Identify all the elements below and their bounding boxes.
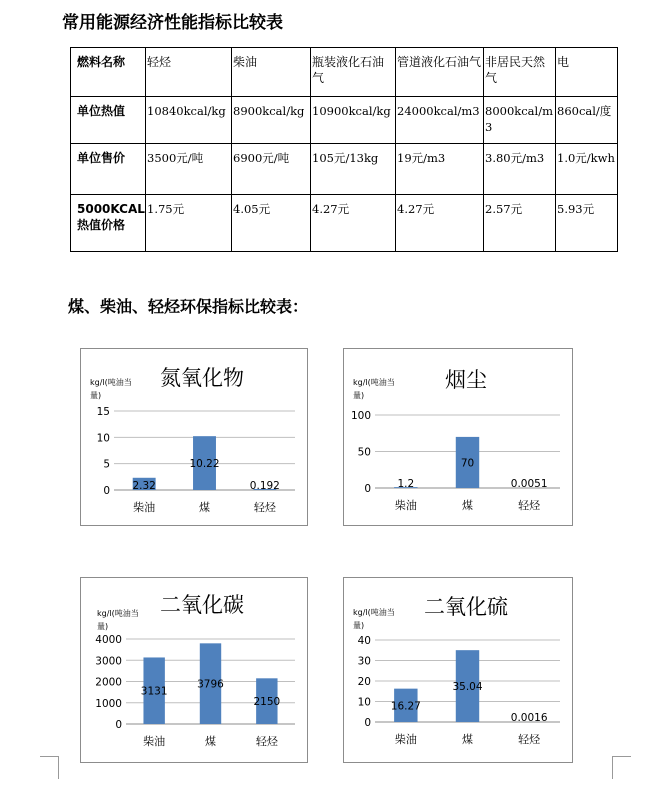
table-cell: 4.05元: [232, 195, 311, 252]
table-row: [71, 97, 618, 144]
chart-title: 二氧化硫: [424, 595, 508, 619]
y-axis-label: kg/l(吨油当: [97, 609, 139, 618]
data-label: 0.192: [249, 480, 280, 492]
y-tick-label: 20: [357, 676, 371, 688]
chart-svg: [81, 578, 307, 762]
table-cell: 8000kcal/m3: [484, 97, 556, 144]
energy-comparison-table: [70, 47, 618, 252]
y-tick-label: 0: [364, 717, 371, 729]
table-cell: 6900元/吨: [232, 144, 311, 195]
chart-svg: [81, 349, 307, 525]
table-row: [71, 195, 618, 252]
table-cell: 5.93元: [556, 195, 618, 252]
table-row: [71, 48, 618, 97]
page-corner-mark: [612, 756, 631, 779]
data-label: 70: [460, 457, 475, 470]
chart-svg: [344, 578, 572, 762]
table-cell: 4.27元: [311, 195, 396, 252]
y-tick-label: 100: [350, 410, 371, 422]
chart-nitrogen-oxides: [80, 348, 308, 526]
table-cell: 3500元/吨: [146, 144, 232, 195]
y-axis-label: kg/l(吨油当: [90, 378, 132, 387]
x-tick-label: 柴油: [394, 733, 417, 746]
y-axis-label: kg/l(吨油当: [353, 608, 395, 617]
table-cell: 10840kcal/kg: [146, 97, 232, 144]
data-label: 2.32: [132, 480, 156, 492]
data-label: 35.04: [452, 681, 483, 694]
table-cell: 轻烃: [146, 48, 232, 97]
x-tick-label: 煤: [199, 501, 210, 514]
table-cell: 1.75元: [146, 195, 232, 252]
chart-title: 氮氧化物: [160, 366, 244, 390]
table-cell: 19元/m3: [396, 144, 484, 195]
page-corner-mark: [40, 756, 59, 779]
chart-dust: [343, 348, 573, 526]
table-cell: 105元/13kg: [311, 144, 396, 195]
x-tick-label: 轻烃: [518, 499, 541, 512]
data-label: 1.2: [397, 478, 415, 490]
data-label: 0.0051: [510, 478, 548, 490]
table-cell: 非居民天然气: [484, 48, 556, 97]
chart-carbon-dioxide: [80, 577, 308, 763]
y-tick-label: 10: [96, 432, 110, 445]
data-label: 2150: [253, 696, 281, 709]
y-tick-label: 40: [357, 635, 371, 647]
y-axis-label-cont: 量): [97, 622, 109, 631]
data-label: 3796: [197, 678, 224, 691]
y-tick-label: 5: [103, 458, 110, 471]
table-cell: 管道液化石油气: [396, 48, 484, 97]
data-label: 3131: [140, 685, 168, 698]
y-tick-label: 15: [96, 406, 110, 418]
table-cell: 2.57元: [484, 195, 556, 252]
table-cell: 4.27元: [396, 195, 484, 252]
section-title: 煤、柴油、轻烃环保指标比较表：: [68, 297, 309, 316]
y-tick-label: 50: [357, 446, 371, 459]
table-cell: 单位热值: [71, 97, 146, 144]
table-cell: 5000KCAL热值价格: [71, 195, 146, 252]
y-tick-label: 10: [357, 696, 371, 709]
table-cell: 24000kcal/m3: [396, 97, 484, 144]
y-tick-label: 0: [364, 483, 371, 495]
x-tick-label: 轻烃: [255, 735, 278, 748]
y-axis-label: kg/l(吨油当: [353, 378, 395, 387]
table-cell: 8900kcal/kg: [232, 97, 311, 144]
chart-title: 二氧化碳: [160, 593, 244, 617]
table-cell: 单位售价: [71, 144, 146, 195]
x-tick-label: 煤: [462, 499, 473, 512]
y-tick-label: 3000: [95, 655, 122, 668]
table-cell: 燃料名称: [71, 48, 146, 97]
table-row: [71, 144, 618, 195]
y-tick-label: 0: [103, 485, 110, 497]
data-label: 16.27: [390, 700, 421, 713]
table-cell: 瓶装液化石油气: [311, 48, 396, 97]
x-tick-label: 柴油: [394, 499, 417, 512]
table-cell: 3.80元/m3: [484, 144, 556, 195]
chart-sulfur-dioxide: [343, 577, 573, 763]
table-cell: 柴油: [232, 48, 311, 97]
x-tick-label: 柴油: [133, 501, 156, 514]
y-tick-label: 4000: [95, 634, 122, 646]
chart-title: 烟尘: [445, 368, 487, 392]
x-tick-label: 柴油: [143, 735, 166, 748]
data-label: 0.0016: [510, 712, 548, 724]
x-tick-label: 煤: [462, 733, 473, 746]
table-cell: 860cal/度: [556, 97, 618, 144]
x-tick-label: 煤: [205, 735, 216, 748]
table-cell: 1.0元/kwh: [556, 144, 618, 195]
y-axis-label-cont: 量): [353, 621, 365, 630]
x-tick-label: 轻烃: [253, 501, 276, 514]
y-tick-label: 1000: [95, 697, 122, 710]
table-cell: 电: [556, 48, 618, 97]
table-cell: 10900kcal/kg: [311, 97, 396, 144]
data-label: 10.22: [189, 458, 220, 471]
y-tick-label: 0: [115, 719, 122, 731]
document-title: 常用能源经济性能指标比较表: [62, 13, 283, 33]
y-axis-label-cont: 量): [353, 391, 365, 400]
y-axis-label-cont: 量): [90, 391, 102, 400]
x-tick-label: 轻烃: [518, 733, 541, 746]
y-tick-label: 2000: [95, 676, 122, 689]
y-tick-label: 30: [357, 655, 371, 668]
chart-svg: [344, 349, 572, 525]
